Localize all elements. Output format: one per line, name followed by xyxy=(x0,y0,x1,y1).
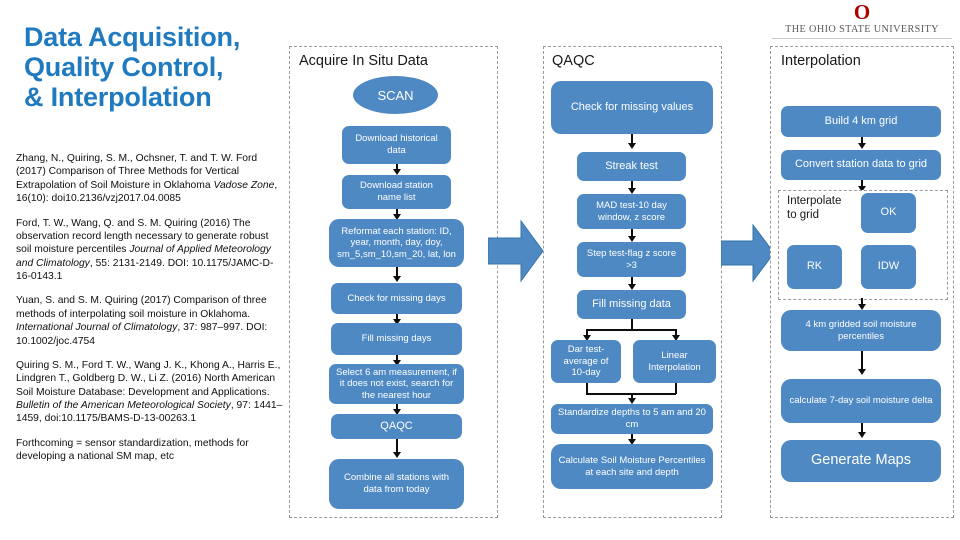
node-fill-missing-data[interactable]: Fill missing data xyxy=(577,290,686,319)
node-gridded-percentiles[interactable]: 4 km gridded soil moisture percentiles xyxy=(781,310,941,351)
node-convert-station-data-to-grid[interactable]: Convert station data to grid xyxy=(781,150,941,180)
ref-zhang-2017 xyxy=(16,152,284,206)
reference-journal-title: International Journal of Climatology xyxy=(16,322,178,334)
osu-wordmark: THE OHIO STATE UNIVERSITY xyxy=(785,24,939,35)
reference-text: Quiring S. M., Ford T. W., Wang J. K., Khong A., Harris E., Lindgren T., Goldberg D. W., Li Z. (2016) North American Soil Moisture Database: Development and Applications. xyxy=(16,359,281,398)
node-mad-test[interactable]: MAD test-10 day window, z score xyxy=(577,194,686,229)
node-dar-test[interactable]: Dar test-average of 10-day xyxy=(551,340,621,383)
osu-block-o-icon: O xyxy=(853,0,871,24)
node-calculate-soil-moisture-percentiles[interactable]: Calculate Soil Moisture Percentiles at each site and depth xyxy=(551,444,713,489)
node-scan[interactable]: SCAN xyxy=(353,76,438,114)
node-select-6am-measurement[interactable]: Select 6 am measurement, if it does not exist, search for the nearest hour xyxy=(329,364,464,404)
reference-text: Zhang, N., Quiring, S. M., Ochsner, T. and T. W. Ford (2017) Comparison of Three Methods for Vertical Extrapolation of Soil Moisture in Oklahoma xyxy=(16,153,258,191)
node-ok[interactable]: OK xyxy=(861,193,916,233)
node-standardize-depths[interactable]: Standardize depths to 5 am and 20 cm xyxy=(551,404,713,434)
reference-text: Yuan, S. and S. M. Quiring (2017) Comparison of three methods of interpolating soil moisture in Oklahoma. xyxy=(16,295,267,320)
ref-ford-2016 xyxy=(16,217,284,284)
node-check-for-missing-days[interactable]: Check for missing days xyxy=(331,283,462,314)
node-qaqc-step[interactable]: QAQC xyxy=(331,414,462,439)
connector-horizontal xyxy=(587,329,676,331)
node-reformat-each-station[interactable]: Reformat each station: ID, year, month, day, doy, sm_5,sm_10,sm_20, lat, lon xyxy=(329,219,464,267)
label-interpolate-to-grid: Interpolate to grid xyxy=(787,195,842,221)
page-title-line-3: & Interpolation xyxy=(24,82,212,113)
arrowhead-icon xyxy=(858,369,866,375)
node-idw[interactable]: IDW xyxy=(861,245,916,289)
page-title-line-2: Quality Control, xyxy=(24,52,224,83)
node-linear-interpolation[interactable]: Linear Interpolation xyxy=(633,340,716,383)
reference-text: Forthcoming = sensor standardization, methods for developing a national SM map, etc xyxy=(16,437,249,463)
node-step-test[interactable]: Step test-flag z score >3 xyxy=(577,242,686,277)
node-streak-test[interactable]: Streak test xyxy=(577,152,686,181)
ref-quiring-2016 xyxy=(16,359,284,426)
node-download-historical-data[interactable]: Download historical data xyxy=(342,126,451,164)
node-fill-missing-days[interactable]: Fill missing days xyxy=(331,323,462,355)
page-title xyxy=(24,22,274,113)
reference-text: , 55: 2131-2149. DOI: 10.1175/JAMC-D-16-0143.1 xyxy=(16,257,274,282)
node-generate-maps[interactable]: Generate Maps xyxy=(781,440,941,482)
panel-title-acquire: Acquire In Situ Data xyxy=(299,53,428,69)
reference-text: , 16(10): doi10.2136/vzj2017.04.0085 xyxy=(16,179,278,205)
flow-arrow-qaqc-to-interpolation xyxy=(721,222,775,284)
flow-arrow-acquire-to-qaqc xyxy=(488,218,544,284)
reference-journal-title: Journal of Applied Meteorology and Climatology xyxy=(16,244,271,269)
node-download-station-name-list[interactable]: Download station name list xyxy=(342,175,451,209)
reference-journal-title: Bulletin of the American Meteorological Society xyxy=(16,400,231,411)
node-combine-all-stations[interactable]: Combine all stations with data from today xyxy=(329,459,464,509)
reference-text: , 97: 1441–1459, doi:10.1175/BAMS-D-13-00263.1 xyxy=(16,400,283,425)
node-check-for-missing-values[interactable]: Check for missing values xyxy=(551,81,713,134)
node-rk[interactable]: RK xyxy=(787,245,842,289)
panel-acquire-in-situ-data xyxy=(289,46,498,518)
reference-text: Ford, T. W., Wang, Q. and S. M. Quiring (2016) The observation record length necessary to generate robust soil moisture percentiles xyxy=(16,217,269,256)
node-calculate-7day-delta[interactable]: calculate 7-day soil moisture delta xyxy=(781,379,941,423)
reference-text: , 37: 987–997. DOI: 10.1002/joc.4754 xyxy=(16,322,268,347)
reference-journal-title: Vadose Zone xyxy=(213,179,275,191)
page-title-line-1: Data Acquisition, xyxy=(24,22,241,52)
ref-yuan-2017 xyxy=(16,294,284,348)
arrowhead-icon xyxy=(858,143,866,149)
arrowhead-icon xyxy=(393,276,401,282)
logo-divider xyxy=(772,38,952,39)
arrowhead-icon xyxy=(858,432,866,438)
node-build-4km-grid[interactable]: Build 4 km grid xyxy=(781,106,941,137)
arrowhead-icon xyxy=(393,452,401,458)
arrowhead-icon xyxy=(628,143,636,149)
references-list xyxy=(16,152,284,464)
panel-title-interpolation: Interpolation xyxy=(781,53,861,69)
university-logo xyxy=(772,2,952,39)
panel-title-qaqc: QAQC xyxy=(552,53,595,69)
ref-forthcoming xyxy=(16,437,284,464)
